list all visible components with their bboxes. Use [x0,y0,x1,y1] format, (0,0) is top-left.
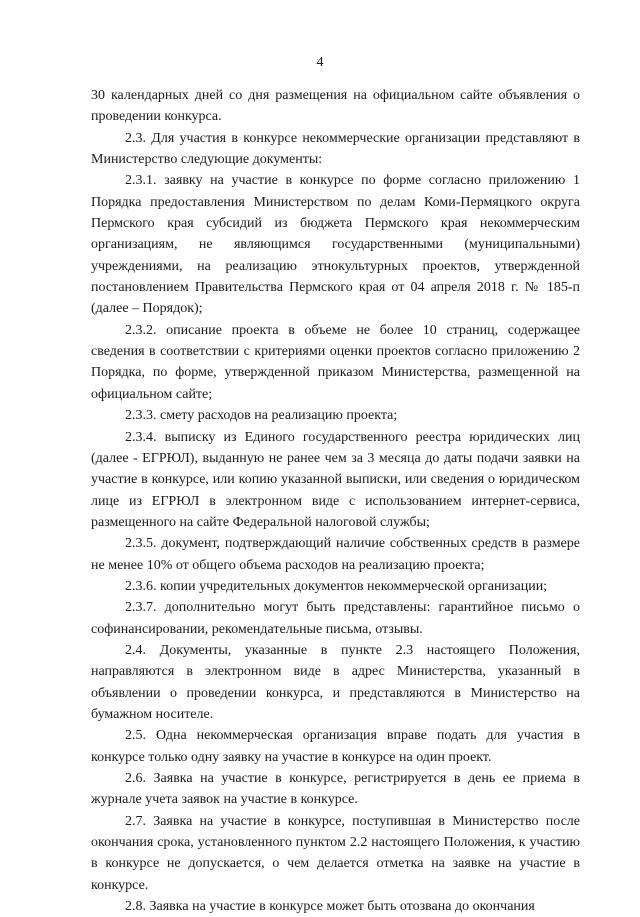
paragraph: 30 календарных дней со дня размещения на официальном сайте объявления о проведении конкурса. [91,88,580,125]
document-body [91,85,580,917]
paragraph: 2.6. Заявка на участие в конкурсе, регистрируется в день ее приема в журнале учета заявок на участие в конкурсе. [91,771,580,808]
paragraph: 2.4. Документы, указанные в пункте 2.3 настоящего Положения, направляются в электронном виде в адрес Министерства, указанный в объявлении о проведении конкурса, и представляются в Министерство на бумажном носителе. [91,642,580,722]
paragraph: 2.3.2. описание проекта в объеме не более 10 страниц, содержащее сведения в соответствии с критериями оценки проектов согласно приложению 2 Порядка, по форме, утвержденной приказом Министерства, размещенной на официальном сайте; [91,322,580,402]
paragraph: 2.3.3. смету расходов на реализацию проекта; [125,408,398,424]
paragraph: 2.3.7. дополнительно могут быть представлены: гарантийное письмо о софинансировании, рекомендательные письма, отзывы. [91,600,580,637]
page-number: 4 [316,55,324,70]
paragraph: 2.3.6. копии учредительных документов некоммерческой организации; [125,578,548,594]
paragraph: 2.3.1. заявку на участие в конкурсе по форме согласно приложению 1 Порядка предоставления Министерством по делам Коми-Пермяцкого округа Пермского края субсидий из бюджета Пермского края некоммерческим организациям, не являющимся государственными (муниципальными) учреждениями, на реализацию этнокультурных проектов, утвержденной постановлением Правительства Пермского края от 04 апреля 2018 г. № 185-п (далее – Порядок); [91,173,580,317]
paragraph: 2.7. Заявка на участие в конкурсе, поступившая в Министерство после окончания срока, установленного пунктом 2.2 настоящего Положения, к участию в конкурсе не допускается, о чем делается отметка на заявке на участие в конкурсе. [91,813,580,893]
paragraph: 2.3. Для участия в конкурсе некоммерческие организации представляют в Министерство следующие документы: [91,130,580,168]
paragraph: 2.3.4. выписку из Единого государственного реестра юридических лиц (далее - ЕГРЮЛ), выданную не ранее чем за 3 месяца до даты подачи заявки на участие в конкурсе, или копию указанной выписки, или сведения о юридическом лице из ЕГРЮЛ в электронном виде с использованием интернет-сервиса, размещенного на сайте Федеральной налоговой службы; [91,429,580,530]
paragraph: 2.8. Заявка на участие в конкурсе может быть отозвана до окончания [125,899,535,915]
paragraph: 2.5. Одна некоммерческая организация вправе подать для участия в конкурсе только одну заявку на участие в конкурсе на один проект. [91,728,580,765]
paragraph: 2.3.5. документ, подтверждающий наличие собственных средств в размере не менее 10% от общего объема расходов на реализацию проекта; [91,536,580,573]
